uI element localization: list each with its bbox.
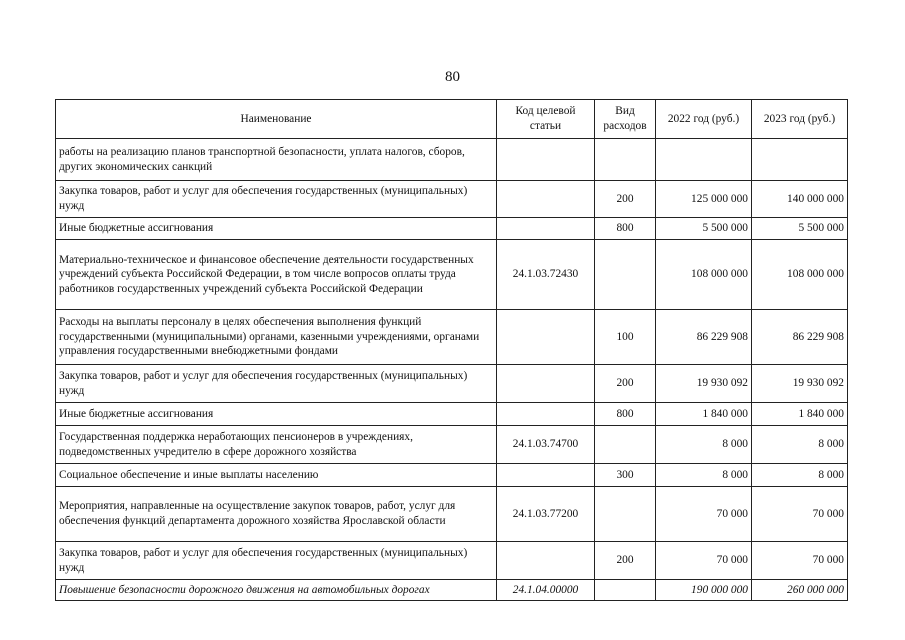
table-row-section (56, 580, 848, 601)
row-2022: 8 000 (656, 464, 752, 487)
table-row (56, 487, 848, 542)
row-type: 300 (595, 464, 656, 487)
table-row (56, 365, 848, 403)
row-type (595, 426, 656, 464)
row-code (497, 403, 595, 426)
row-2023: 8 000 (752, 426, 848, 464)
row-code (497, 181, 595, 218)
header-2023: 2023 год (руб.) (752, 100, 848, 139)
table-row (56, 464, 848, 487)
header-2022: 2022 год (руб.) (656, 100, 752, 139)
row-code (497, 464, 595, 487)
row-type (595, 487, 656, 542)
header-type: Вид расходов (595, 100, 656, 139)
table-row (56, 240, 848, 310)
row-name: Мероприятия, направленные на осуществление закупок товаров, работ, услуг для обеспечения функций департамента дорожного хозяйства Ярославской области (56, 487, 497, 542)
table-row (56, 403, 848, 426)
page-number: 80 (445, 69, 460, 85)
row-2022 (656, 139, 752, 181)
table-row (56, 181, 848, 218)
row-2022: 108 000 000 (656, 240, 752, 310)
row-2023: 86 229 908 (752, 310, 848, 365)
row-2022: 5 500 000 (656, 218, 752, 240)
row-2023: 70 000 (752, 487, 848, 542)
row-name: Иные бюджетные ассигнования (56, 403, 497, 426)
row-name: Иные бюджетные ассигнования (56, 218, 497, 240)
row-type (595, 240, 656, 310)
table-row (56, 542, 848, 580)
row-2022: 1 840 000 (656, 403, 752, 426)
row-2023 (752, 139, 848, 181)
row-code (497, 365, 595, 403)
row-name: Закупка товаров, работ и услуг для обеспечения государственных (муниципальных) нужд (56, 181, 497, 218)
row-code (497, 139, 595, 181)
row-2023: 8 000 (752, 464, 848, 487)
row-2022: 86 229 908 (656, 310, 752, 365)
row-type: 800 (595, 403, 656, 426)
row-2023: 260 000 000 (752, 580, 848, 601)
row-code (497, 218, 595, 240)
row-2023: 140 000 000 (752, 181, 848, 218)
row-code (497, 542, 595, 580)
row-name: Социальное обеспечение и иные выплаты населению (56, 464, 497, 487)
row-code: 24.1.03.74700 (497, 426, 595, 464)
row-2022: 70 000 (656, 542, 752, 580)
row-type: 800 (595, 218, 656, 240)
row-type: 100 (595, 310, 656, 365)
row-2023: 70 000 (752, 542, 848, 580)
row-type: 200 (595, 542, 656, 580)
row-name: Закупка товаров, работ и услуг для обеспечения государственных (муниципальных) нужд (56, 365, 497, 403)
row-2022: 19 930 092 (656, 365, 752, 403)
row-2023: 5 500 000 (752, 218, 848, 240)
row-type (595, 580, 656, 601)
header-code: Код целевой статьи (497, 100, 595, 139)
table-row (56, 310, 848, 365)
row-name: Государственная поддержка неработающих пенсионеров в учреждениях, подведомственных учредителю в сфере дорожного хозяйства (56, 426, 497, 464)
row-2023: 19 930 092 (752, 365, 848, 403)
row-code: 24.1.03.72430 (497, 240, 595, 310)
row-type: 200 (595, 365, 656, 403)
row-2023: 108 000 000 (752, 240, 848, 310)
budget-table (55, 99, 848, 601)
row-code: 24.1.03.77200 (497, 487, 595, 542)
row-name: Повышение безопасности дорожного движения на автомобильных дорогах (56, 580, 497, 601)
row-name: Закупка товаров, работ и услуг для обеспечения государственных (муниципальных) нужд (56, 542, 497, 580)
table-row (56, 139, 848, 181)
row-type (595, 139, 656, 181)
row-code: 24.1.04.00000 (497, 580, 595, 601)
header-name: Наименование (56, 100, 497, 139)
table-row (56, 426, 848, 464)
row-name: Материально-техническое и финансовое обеспечение деятельности государственных учреждений субъекта Российской Федерации, в том числе вопросов оплаты труда работников государственных учреждений субъекта Российской Федерации (56, 240, 497, 310)
row-2022: 125 000 000 (656, 181, 752, 218)
row-code (497, 310, 595, 365)
row-name: Расходы на выплаты персоналу в целях обеспечения выполнения функций государственными (муниципальными) органами, казенными учреждениями, органами управления государственными внебюджетными фондами (56, 310, 497, 365)
row-name: работы на реализацию планов транспортной безопасности, уплата налогов, сборов, других экономических санкций (56, 139, 497, 181)
row-2022: 190 000 000 (656, 580, 752, 601)
row-2022: 8 000 (656, 426, 752, 464)
table-row (56, 218, 848, 240)
row-2023: 1 840 000 (752, 403, 848, 426)
row-2022: 70 000 (656, 487, 752, 542)
table-header-row (56, 100, 848, 139)
row-type: 200 (595, 181, 656, 218)
